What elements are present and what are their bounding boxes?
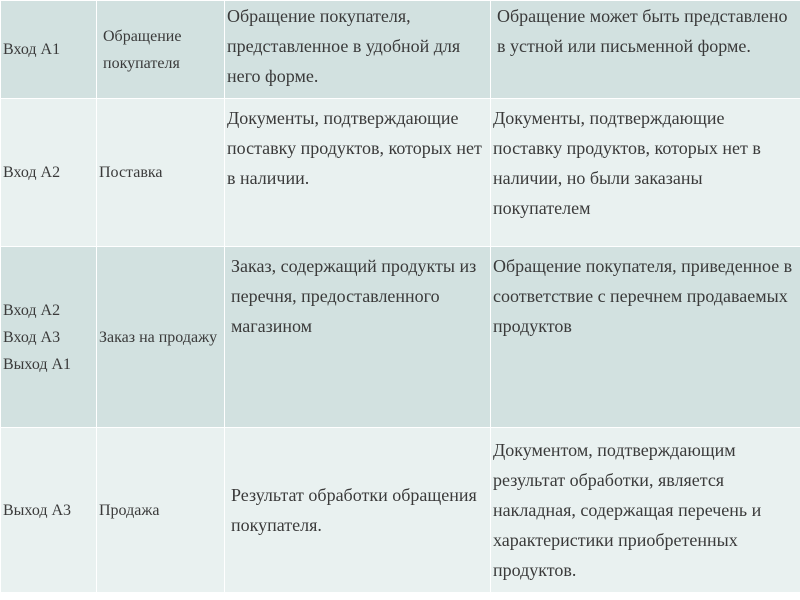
name-cell: Обращение покупателя [97, 1, 225, 99]
table-row [1, 428, 800, 593]
description-cell: Обращение покупателя, приведенное в соответствие с перечнем продаваемых продуктов [491, 247, 800, 428]
port-label: Вход А1 [3, 41, 61, 58]
table-row [1, 247, 800, 428]
description-cell: Документом, подтверждающим результат обработки, является накладная, содержащая перечень и характеристики приобретенных продуктов. [491, 428, 800, 593]
definition-cell: Документы, подтверждающие поставку продуктов, которых нет в наличии. [225, 99, 491, 247]
port-label: Вход А3 [3, 328, 61, 346]
name-cell: Продажа [97, 428, 225, 593]
name-cell: Заказ на продажу [97, 247, 225, 428]
name-cell: Поставка [97, 99, 225, 247]
port-label: Вход А2 [3, 164, 61, 181]
port-label: Выход А3 [3, 501, 72, 519]
definition-cell: Заказ, содержащий продукты из перечня, предоставленного магазином [225, 247, 491, 428]
port-cell [1, 1, 97, 99]
table-row [1, 99, 800, 247]
port-cell [1, 99, 97, 247]
port-label: Вход А2 [3, 301, 61, 319]
definition-cell: Результат обработки обращения покупателя. [225, 428, 491, 593]
port-cell [1, 428, 97, 593]
port-cell [1, 247, 97, 428]
definition-cell: Обращение покупателя, представленное в удобной для него форме. [225, 1, 491, 99]
description-cell: Обращение может быть представлено в устной или письменной форме. [491, 1, 800, 99]
port-label: Выход А1 [3, 355, 72, 373]
description-cell: Документы, подтверждающие поставку продуктов, которых нет в наличии, но были заказаны покупателем [491, 99, 800, 247]
table-row [1, 1, 800, 99]
